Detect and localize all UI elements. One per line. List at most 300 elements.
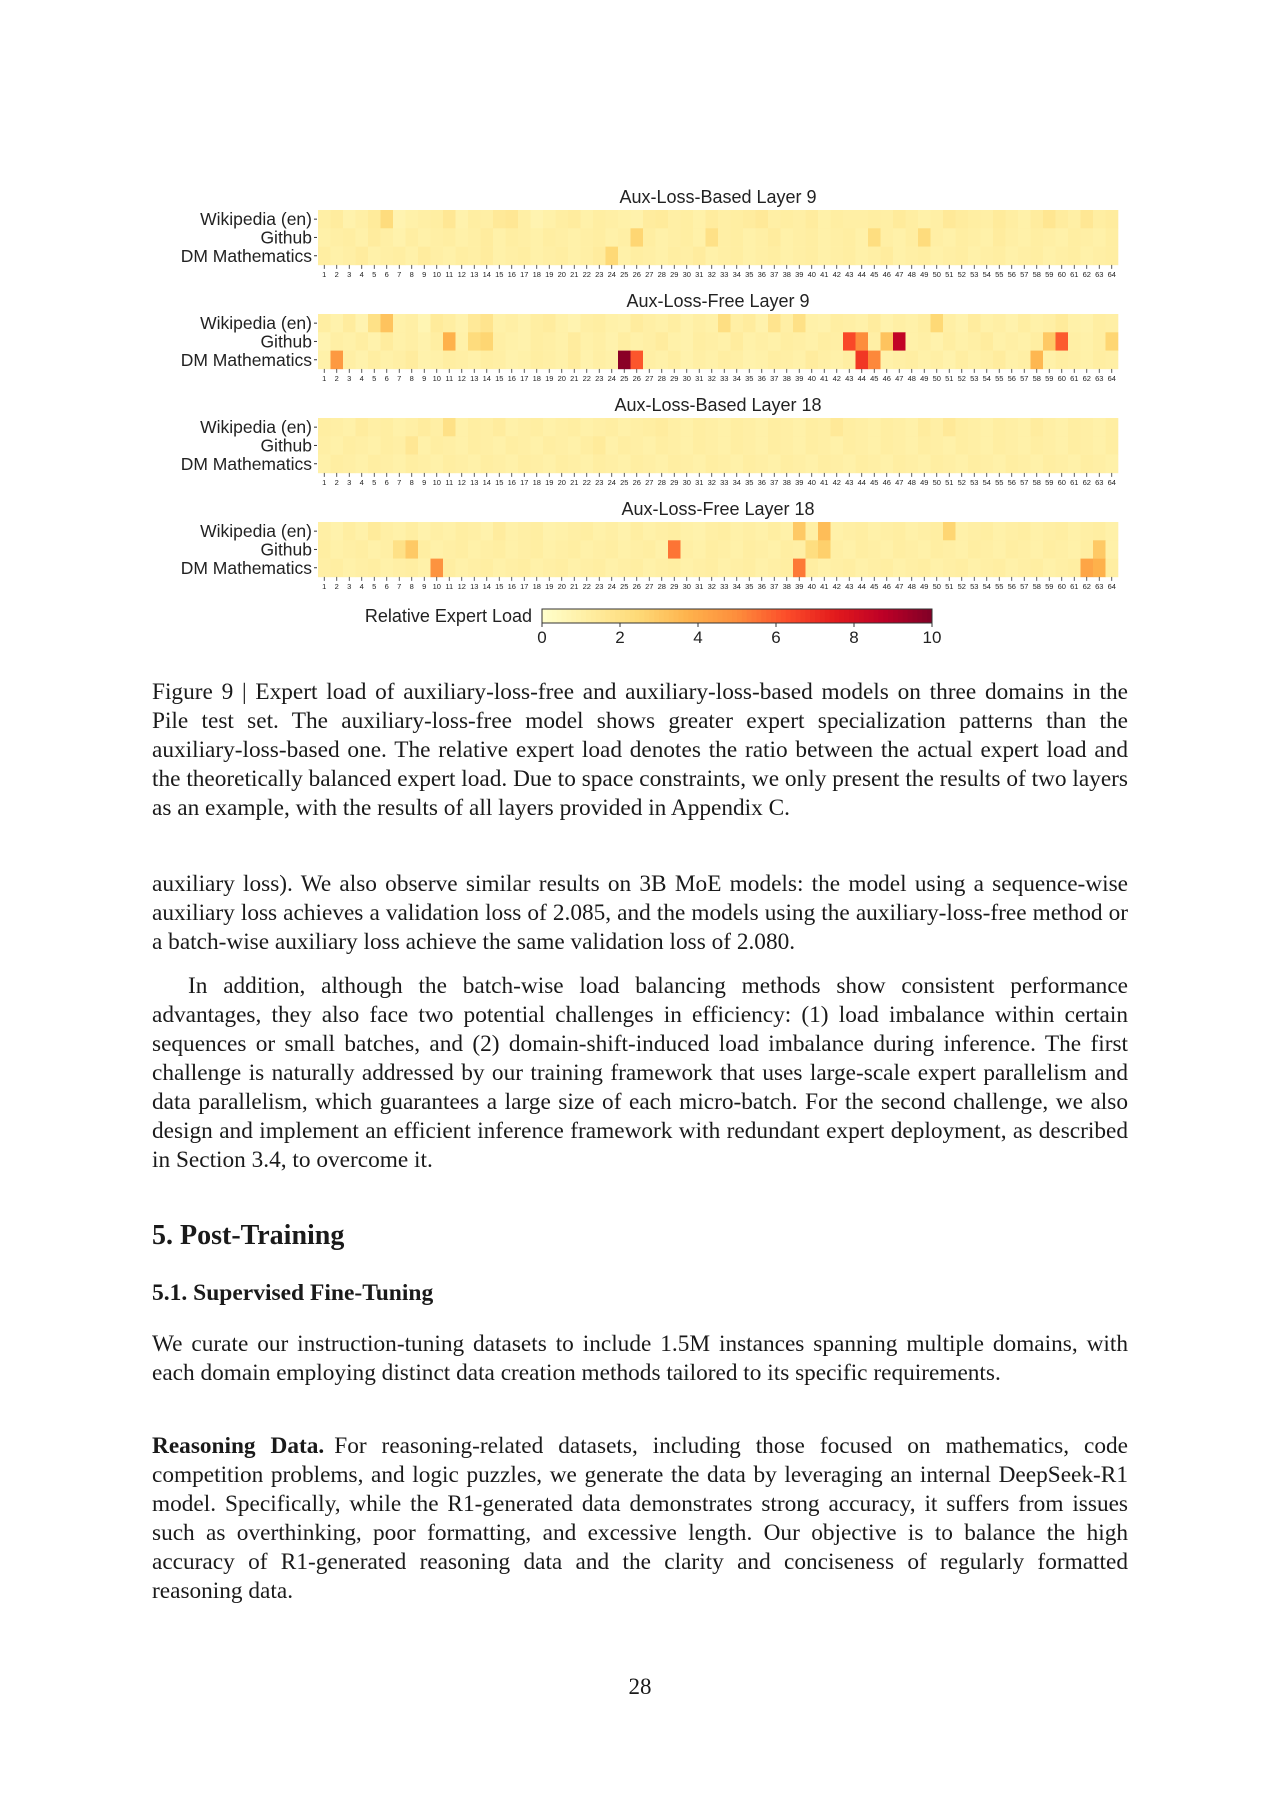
- heat-cell: [1006, 247, 1019, 266]
- heat-cell: [568, 418, 581, 437]
- domain-label: Github: [260, 539, 312, 560]
- heat-cell: [493, 455, 506, 474]
- colorbar-segment: [888, 609, 893, 623]
- heat-cell: [1018, 559, 1031, 578]
- heat-cell: [556, 559, 569, 578]
- heat-cell: [643, 522, 656, 541]
- heat-cell: [743, 314, 756, 333]
- heat-cell: [681, 351, 694, 370]
- heat-cell: [493, 436, 506, 455]
- expert-tick-label: 26: [632, 581, 641, 591]
- expert-tick-label: 7: [397, 269, 402, 279]
- expert-tick-label: 35: [745, 581, 754, 591]
- heat-cell: [1031, 351, 1044, 370]
- heat-cell: [881, 418, 894, 437]
- expert-tick-label: 6: [384, 373, 389, 383]
- expert-tick-label: 27: [645, 581, 654, 591]
- expert-tick-label: 17: [520, 373, 529, 383]
- heat-cell: [318, 228, 331, 247]
- heat-cell: [631, 247, 644, 266]
- colorbar-tick-label: 10: [922, 628, 942, 647]
- heat-cell: [818, 228, 831, 247]
- expert-tick-label: 18: [532, 269, 541, 279]
- heat-cell: [1106, 455, 1119, 474]
- heat-cell: [331, 522, 344, 541]
- heat-cell: [931, 332, 944, 351]
- heat-cell: [1106, 559, 1119, 578]
- colorbar-segment: [732, 609, 737, 623]
- expert-tick-label: 11: [445, 477, 454, 487]
- heat-cell: [456, 314, 469, 333]
- heat-cell: [556, 418, 569, 437]
- expert-tick-label: 59: [1045, 581, 1054, 591]
- heat-cell: [868, 314, 881, 333]
- heat-cell: [956, 351, 969, 370]
- heat-cell: [768, 436, 781, 455]
- expert-tick-label: 56: [1007, 581, 1016, 591]
- heat-cell: [556, 540, 569, 559]
- heat-cell: [581, 228, 594, 247]
- heat-cell: [1031, 559, 1044, 578]
- heat-cell: [831, 247, 844, 266]
- expert-tick-label: 39: [795, 373, 804, 383]
- expert-tick-label: 40: [807, 269, 816, 279]
- heat-cell: [1093, 418, 1106, 437]
- expert-tick-label: 36: [757, 269, 766, 279]
- heat-cell: [1056, 332, 1069, 351]
- expert-tick-label: 37: [770, 269, 779, 279]
- heat-cell: [618, 210, 631, 229]
- heat-cell: [943, 436, 956, 455]
- heat-cell: [693, 559, 706, 578]
- colorbar-segment: [625, 609, 630, 623]
- heat-cell: [1093, 436, 1106, 455]
- heat-cell: [443, 559, 456, 578]
- expert-tick-label: 5: [372, 581, 377, 591]
- expert-tick-label: 2: [334, 373, 339, 383]
- heat-cell: [918, 351, 931, 370]
- heat-cell: [631, 455, 644, 474]
- expert-tick-label: 7: [397, 373, 402, 383]
- expert-tick-label: 47: [895, 477, 904, 487]
- heat-cell: [918, 314, 931, 333]
- heat-cell: [693, 540, 706, 559]
- reasoning-data-label: Reasoning Data.: [152, 1433, 325, 1459]
- heat-cell: [481, 314, 494, 333]
- heat-cell: [493, 351, 506, 370]
- expert-tick-label: 38: [782, 581, 791, 591]
- colorbar-segment: [664, 609, 669, 623]
- heat-cell: [543, 247, 556, 266]
- heat-cell: [631, 351, 644, 370]
- heat-cell: [868, 418, 881, 437]
- heat-cell: [968, 436, 981, 455]
- expert-tick-label: 9: [422, 373, 427, 383]
- heat-cell: [643, 247, 656, 266]
- heat-cell: [1081, 332, 1094, 351]
- expert-tick-label: 52: [957, 477, 966, 487]
- heat-cell: [481, 559, 494, 578]
- expert-tick-label: 51: [945, 477, 954, 487]
- expert-tick-label: 61: [1070, 373, 1079, 383]
- heat-cell: [393, 210, 406, 229]
- domain-label: Github: [260, 331, 312, 352]
- heat-cell: [406, 522, 419, 541]
- expert-tick-label: 26: [632, 269, 641, 279]
- heat-cell: [468, 314, 481, 333]
- expert-tick-label: 8: [409, 269, 414, 279]
- heat-cell: [843, 540, 856, 559]
- heat-cell: [518, 210, 531, 229]
- expert-tick-label: 55: [995, 581, 1004, 591]
- heat-cell: [781, 332, 794, 351]
- expert-tick-label: 22: [582, 373, 591, 383]
- heat-cell: [993, 332, 1006, 351]
- expert-tick-label: 9: [422, 581, 427, 591]
- colorbar-segment: [742, 609, 747, 623]
- heat-cell: [581, 540, 594, 559]
- heat-cell: [993, 210, 1006, 229]
- heat-cell: [793, 455, 806, 474]
- expert-tick-label: 24: [607, 477, 616, 487]
- heat-cell: [418, 247, 431, 266]
- expert-tick-label: 17: [520, 269, 529, 279]
- heat-cell: [618, 455, 631, 474]
- heat-cell: [643, 332, 656, 351]
- heat-cell: [1068, 247, 1081, 266]
- colorbar-segment: [688, 609, 693, 623]
- heat-cell: [631, 559, 644, 578]
- heat-cell: [806, 559, 819, 578]
- expert-tick-label: 34: [732, 581, 741, 591]
- expert-tick-label: 14: [482, 269, 491, 279]
- heat-cell: [906, 351, 919, 370]
- expert-tick-label: 25: [620, 581, 629, 591]
- heat-cell: [468, 559, 481, 578]
- colorbar-segment: [576, 609, 581, 623]
- heat-cell: [1031, 522, 1044, 541]
- heat-cell: [1068, 418, 1081, 437]
- heat-cell: [368, 210, 381, 229]
- heat-cell: [418, 210, 431, 229]
- heat-cell: [556, 314, 569, 333]
- colorbar-segment: [781, 609, 786, 623]
- heat-cell: [418, 332, 431, 351]
- heat-cell: [931, 436, 944, 455]
- heat-cell: [518, 314, 531, 333]
- heat-cell: [743, 247, 756, 266]
- heat-cell: [793, 247, 806, 266]
- colorbar-segment: [898, 609, 903, 623]
- heat-cell: [556, 332, 569, 351]
- expert-tick-label: 42: [832, 477, 841, 487]
- expert-tick-label: 40: [807, 373, 816, 383]
- heat-cell: [443, 228, 456, 247]
- expert-tick-label: 3: [347, 477, 352, 487]
- heat-cell: [993, 559, 1006, 578]
- heat-cell: [918, 540, 931, 559]
- heat-cell: [731, 455, 744, 474]
- expert-tick-label: 55: [995, 373, 1004, 383]
- heat-cell: [481, 247, 494, 266]
- heat-cell: [706, 418, 719, 437]
- expert-tick-label: 58: [1032, 477, 1041, 487]
- heat-cell: [493, 228, 506, 247]
- heat-cell: [656, 418, 669, 437]
- heat-cell: [481, 522, 494, 541]
- colorbar-segment: [917, 609, 922, 623]
- heat-cell: [731, 351, 744, 370]
- expert-tick-label: 21: [570, 581, 579, 591]
- heat-cell: [493, 247, 506, 266]
- heat-cell: [393, 418, 406, 437]
- expert-tick-label: 34: [732, 269, 741, 279]
- expert-tick-label: 19: [545, 373, 554, 383]
- heat-cell: [1106, 540, 1119, 559]
- heat-cell: [631, 540, 644, 559]
- heat-cell: [1018, 418, 1031, 437]
- colorbar-segment: [844, 609, 849, 623]
- expert-tick-label: 31: [695, 581, 704, 591]
- expert-tick-label: 49: [920, 477, 929, 487]
- heat-cell: [906, 314, 919, 333]
- heat-cell: [868, 559, 881, 578]
- heat-cell: [531, 332, 544, 351]
- expert-tick-label: 18: [532, 477, 541, 487]
- heat-cell: [881, 332, 894, 351]
- heat-cell: [368, 247, 381, 266]
- heat-cell: [1006, 332, 1019, 351]
- expert-tick-label: 10: [432, 581, 441, 591]
- colorbar-segment: [591, 609, 596, 623]
- heat-cell: [368, 332, 381, 351]
- heat-cell: [756, 540, 769, 559]
- colorbar-segment: [815, 609, 820, 623]
- panel-title: Aux-Loss-Based Layer 9: [619, 187, 817, 207]
- expert-tick-label: 6: [384, 477, 389, 487]
- colorbar-segment: [869, 609, 874, 623]
- heat-cell: [706, 436, 719, 455]
- heat-cell: [1031, 436, 1044, 455]
- heat-cell: [831, 332, 844, 351]
- heat-cell: [968, 522, 981, 541]
- heat-cell: [806, 332, 819, 351]
- heat-cell: [381, 436, 394, 455]
- heat-cell: [356, 455, 369, 474]
- heat-cell: [818, 559, 831, 578]
- heat-cell: [868, 247, 881, 266]
- heat-cell: [556, 351, 569, 370]
- expert-tick-label: 44: [857, 581, 866, 591]
- heat-cell: [406, 540, 419, 559]
- heat-cell: [318, 522, 331, 541]
- expert-tick-label: 53: [970, 581, 979, 591]
- heat-cell: [806, 455, 819, 474]
- expert-tick-label: 61: [1070, 269, 1079, 279]
- heat-cell: [831, 314, 844, 333]
- heat-cell: [356, 332, 369, 351]
- heat-cell: [506, 210, 519, 229]
- heat-cell: [981, 228, 994, 247]
- expert-tick-label: 38: [782, 269, 791, 279]
- heat-cell: [1093, 247, 1106, 266]
- heat-cell: [731, 210, 744, 229]
- expert-tick-label: 52: [957, 269, 966, 279]
- heat-cell: [1081, 559, 1094, 578]
- heat-cell: [668, 436, 681, 455]
- heat-cell: [893, 436, 906, 455]
- heat-cell: [931, 540, 944, 559]
- expert-tick-label: 60: [1057, 373, 1066, 383]
- expert-tick-label: 11: [445, 269, 454, 279]
- expert-tick-label: 25: [620, 269, 629, 279]
- heat-cell: [943, 332, 956, 351]
- heat-cell: [706, 210, 719, 229]
- heat-cell: [781, 351, 794, 370]
- expert-tick-label: 12: [457, 269, 466, 279]
- heat-cell: [506, 314, 519, 333]
- heat-cell: [431, 559, 444, 578]
- heat-cell: [356, 436, 369, 455]
- colorbar-segment: [610, 609, 615, 623]
- heat-cell: [343, 228, 356, 247]
- heat-cell: [918, 455, 931, 474]
- paragraph-validation-loss: auxiliary loss). We also observe similar results on 3B MoE models: the model using a sequence-wise auxiliary loss achieves a validation loss of 2.085, and the models using the auxiliary-loss-free method or a batch-wise auxiliary loss achieve the same validation loss of 2.080.: [152, 871, 1128, 955]
- heat-cell: [856, 418, 869, 437]
- expert-tick-label: 22: [582, 269, 591, 279]
- expert-tick-label: 4: [359, 581, 364, 591]
- expert-tick-label: 32: [707, 269, 716, 279]
- expert-tick-label: 38: [782, 477, 791, 487]
- heat-cell: [1056, 314, 1069, 333]
- heat-cell: [1043, 210, 1056, 229]
- heat-cell: [518, 228, 531, 247]
- heat-cell: [568, 314, 581, 333]
- heat-cell: [1106, 351, 1119, 370]
- expert-tick-label: 46: [882, 477, 891, 487]
- heat-cell: [581, 332, 594, 351]
- expert-tick-label: 48: [907, 477, 916, 487]
- heat-cell: [843, 228, 856, 247]
- heat-cell: [731, 228, 744, 247]
- heat-cell: [743, 228, 756, 247]
- heat-cell: [1043, 332, 1056, 351]
- heat-cell: [656, 332, 669, 351]
- expert-tick-label: 20: [557, 373, 566, 383]
- expert-tick-label: 61: [1070, 581, 1079, 591]
- heat-cell: [1043, 455, 1056, 474]
- heat-cell: [1031, 418, 1044, 437]
- heat-cell: [656, 210, 669, 229]
- heat-cell: [956, 436, 969, 455]
- colorbar-tick-label: 6: [771, 628, 781, 647]
- heat-cell: [706, 522, 719, 541]
- expert-tick-label: 19: [545, 581, 554, 591]
- heat-cell: [693, 436, 706, 455]
- heat-cell: [381, 418, 394, 437]
- expert-tick-label: 21: [570, 269, 579, 279]
- heat-cell: [381, 455, 394, 474]
- heat-cell: [1018, 522, 1031, 541]
- colorbar-segment: [913, 609, 918, 623]
- heat-cell: [1006, 540, 1019, 559]
- heat-cell: [418, 228, 431, 247]
- colorbar-segment: [620, 609, 625, 623]
- heat-cell: [981, 210, 994, 229]
- heat-cell: [418, 314, 431, 333]
- heat-cell: [493, 210, 506, 229]
- heat-cell: [768, 455, 781, 474]
- heat-cell: [543, 559, 556, 578]
- heat-cell: [943, 559, 956, 578]
- expert-tick-label: 51: [945, 269, 954, 279]
- heat-cell: [556, 247, 569, 266]
- expert-tick-label: 13: [470, 373, 479, 383]
- heat-cell: [356, 522, 369, 541]
- heat-cell: [1018, 332, 1031, 351]
- expert-tick-label: 24: [607, 269, 616, 279]
- expert-tick-label: 45: [870, 581, 879, 591]
- expert-tick-label: 7: [397, 581, 402, 591]
- expert-tick-label: 61: [1070, 477, 1079, 487]
- heat-cell: [693, 418, 706, 437]
- heat-cell: [518, 540, 531, 559]
- heat-cell: [406, 418, 419, 437]
- heat-cell: [656, 522, 669, 541]
- heat-cell: [456, 522, 469, 541]
- expert-tick-label: 63: [1095, 373, 1104, 383]
- heat-cell: [1093, 210, 1106, 229]
- expert-tick-label: 11: [445, 581, 454, 591]
- expert-tick-label: 56: [1007, 269, 1016, 279]
- expert-tick-label: 29: [670, 581, 679, 591]
- heat-cell: [681, 228, 694, 247]
- heat-cell: [981, 559, 994, 578]
- heat-cell: [531, 436, 544, 455]
- heat-cell: [931, 522, 944, 541]
- colorbar-segment: [903, 609, 908, 623]
- expert-tick-label: 45: [870, 269, 879, 279]
- heat-cell: [668, 210, 681, 229]
- heat-cell: [506, 522, 519, 541]
- colorbar-segment: [693, 609, 698, 623]
- heat-cell: [418, 436, 431, 455]
- heat-cell: [1006, 436, 1019, 455]
- colorbar-tick-label: 4: [693, 628, 703, 647]
- expert-tick-label: 13: [470, 269, 479, 279]
- heat-cell: [406, 228, 419, 247]
- expert-tick-label: 57: [1020, 581, 1029, 591]
- domain-label: DM Mathematics: [180, 245, 312, 266]
- heat-cell: [706, 314, 719, 333]
- heat-cell: [768, 522, 781, 541]
- expert-tick-label: 1: [322, 269, 327, 279]
- expert-tick-label: 57: [1020, 477, 1029, 487]
- expert-tick-label: 5: [372, 477, 377, 487]
- heat-cell: [943, 210, 956, 229]
- heat-cell: [893, 455, 906, 474]
- heat-cell: [781, 210, 794, 229]
- expert-tick-label: 25: [620, 477, 629, 487]
- expert-tick-label: 46: [882, 269, 891, 279]
- heat-cell: [918, 436, 931, 455]
- expert-tick-label: 3: [347, 269, 352, 279]
- paragraph-instruction-tuning: We curate our instruction-tuning datasets to include 1.5M instances spanning multiple domains, with each domain employing distinct data creation methods tailored to its specific requirements.: [152, 1331, 1128, 1386]
- heat-cell: [343, 436, 356, 455]
- heat-cell: [668, 332, 681, 351]
- heat-cell: [956, 522, 969, 541]
- colorbar-segment: [908, 609, 913, 623]
